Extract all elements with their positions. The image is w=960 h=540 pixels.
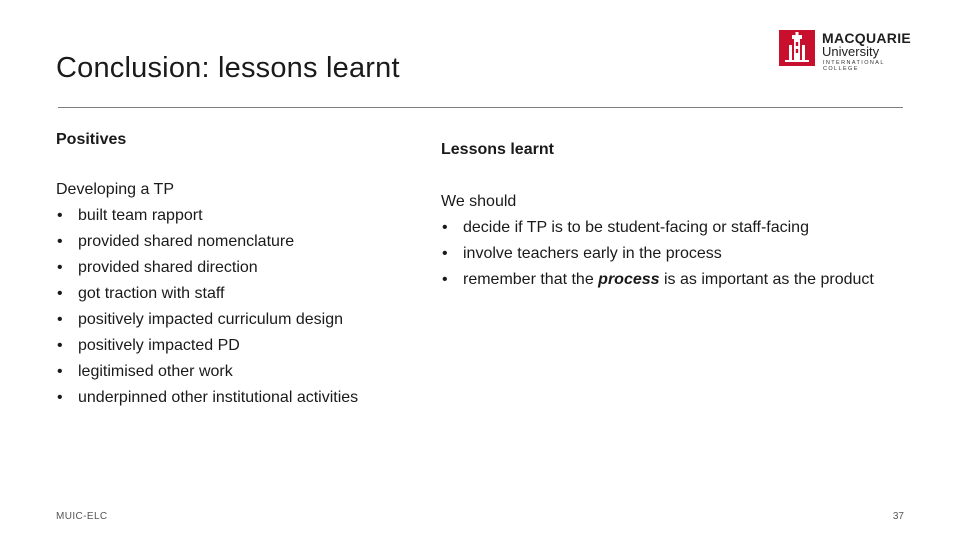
logo-university: University — [822, 44, 880, 59]
lessons-heading: Lessons learnt — [441, 141, 554, 158]
page-number: 37 — [892, 511, 904, 522]
footer-label: MUIC-ELC — [56, 511, 108, 522]
positives-heading: Positives — [56, 131, 127, 148]
list-item: • decide if TP is to be student-facing or staff-facing — [441, 215, 941, 241]
bullet: • — [57, 207, 63, 224]
logo-college: INTERNATIONAL COLLEGE — [823, 60, 885, 72]
list-item: • positively impacted curriculum design — [56, 307, 416, 333]
bullet: • — [442, 271, 448, 288]
positives-list — [56, 203, 416, 411]
list-item: • provided shared direction — [56, 255, 416, 281]
list-item: • positively impacted PD — [56, 333, 416, 359]
lessons-list — [441, 215, 941, 293]
bullet: • — [57, 311, 63, 328]
positives-column — [56, 127, 416, 411]
emphasis-process: process — [598, 271, 660, 288]
list-item: • involve teachers early in the process — [441, 241, 941, 267]
bullet: • — [57, 285, 63, 302]
list-item: • built team rapport — [56, 203, 416, 229]
list-item: • underpinned other institutional activities — [56, 385, 416, 411]
logo-wordmark: MACQUARIE — [822, 30, 912, 46]
bullet: • — [57, 389, 63, 406]
lessons-column — [441, 137, 941, 293]
slide-title: Conclusion: lessons learnt — [56, 52, 400, 84]
bullet: • — [57, 363, 63, 380]
bullet: • — [57, 337, 63, 354]
lighthouse-crest-icon — [779, 30, 815, 66]
positives-intro: Developing a TP — [56, 181, 174, 198]
bullet: • — [57, 233, 63, 250]
list-item: • got traction with staff — [56, 281, 416, 307]
lessons-intro: We should — [441, 193, 517, 210]
list-item: • legitimised other work — [56, 359, 416, 385]
macquarie-logo — [779, 30, 919, 70]
bullet: • — [442, 245, 448, 262]
title-divider — [58, 107, 903, 108]
bullet: • — [442, 219, 448, 236]
list-item: • provided shared nomenclature — [56, 229, 416, 255]
bullet: • — [57, 259, 63, 276]
list-item: • remember that the process is as important as the product — [441, 267, 941, 293]
